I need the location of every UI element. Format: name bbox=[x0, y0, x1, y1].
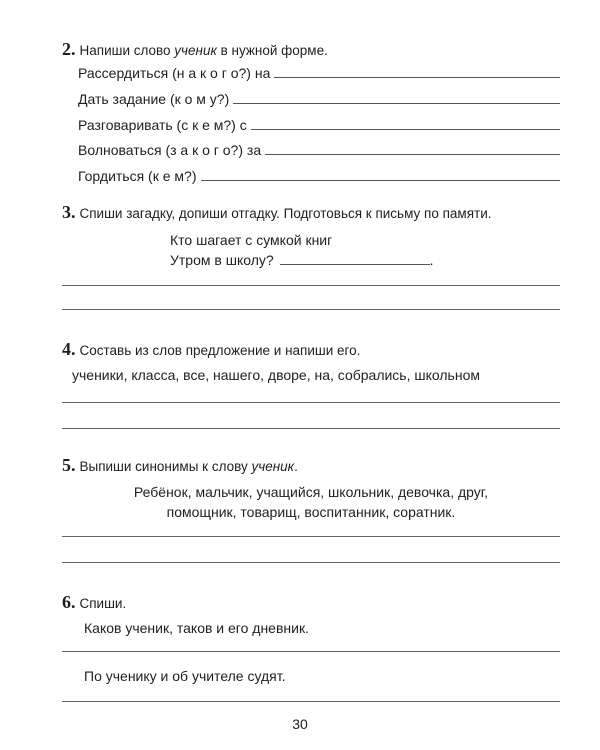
writing-line[interactable] bbox=[62, 536, 560, 537]
row-label: Волноваться (з а к о г о?) за bbox=[78, 142, 262, 158]
exercise-5-number: 5. bbox=[62, 455, 76, 475]
answer-row[interactable] bbox=[78, 167, 560, 185]
answer-row[interactable] bbox=[78, 116, 560, 134]
exercise-2-text-end: в нужной форме. bbox=[216, 43, 328, 58]
exercise-5 bbox=[62, 455, 560, 520]
exercise-2-number: 2. bbox=[62, 39, 76, 59]
writing-line[interactable] bbox=[62, 402, 560, 403]
exercise-4-number: 4. bbox=[62, 339, 76, 359]
riddle-text: Утром в школу? bbox=[170, 252, 274, 268]
answer-row[interactable] bbox=[78, 64, 560, 82]
exercise-2-heading bbox=[62, 40, 560, 60]
answer-line[interactable] bbox=[274, 65, 560, 78]
riddle-end: . bbox=[429, 252, 434, 268]
writing-line[interactable] bbox=[62, 651, 560, 652]
riddle-line-2 bbox=[170, 251, 434, 269]
exercise-6 bbox=[62, 592, 560, 684]
row-label: Разговаривать (с к е м?) с bbox=[78, 117, 247, 133]
row-label: Гордиться (к е м?) bbox=[78, 168, 197, 184]
exercise-6-heading bbox=[62, 593, 560, 613]
exercise-6-text: Спиши. bbox=[79, 596, 127, 611]
writing-line[interactable] bbox=[62, 309, 560, 310]
answer-line[interactable] bbox=[251, 117, 560, 130]
answer-row[interactable] bbox=[78, 141, 560, 159]
exercise-3-number: 3. bbox=[62, 202, 76, 222]
exercise-4-heading bbox=[62, 340, 560, 360]
exercise-5-text-end: . bbox=[294, 459, 298, 474]
exercise-5-text: Выпиши синонимы к слову bbox=[79, 459, 252, 474]
row-label: Дать задание (к о м у?) bbox=[78, 91, 230, 107]
synonyms-line-1: Ребёнок, мальчик, учащийся, школьник, девочка, друг, bbox=[133, 484, 489, 500]
page-number: 30 bbox=[292, 716, 308, 732]
synonyms-line-2: помощник, товарищ, воспитанник, соратник. bbox=[166, 504, 456, 520]
exercise-6-number: 6. bbox=[62, 592, 76, 612]
exercise-2 bbox=[62, 39, 560, 184]
exercise-3-heading bbox=[62, 203, 560, 223]
answer-line[interactable] bbox=[233, 91, 560, 104]
exercise-3 bbox=[62, 202, 560, 268]
answer-line[interactable] bbox=[265, 142, 560, 155]
writing-line[interactable] bbox=[62, 701, 560, 702]
exercise-5-heading bbox=[62, 456, 560, 476]
row-label: Рассердиться (н а к о г о?) на bbox=[78, 65, 271, 81]
exercise-4-text: Составь из слов предложение и напиши его. bbox=[79, 343, 361, 358]
riddle-line-1: Кто шагает с сумкой книг bbox=[170, 232, 333, 248]
writing-line[interactable] bbox=[62, 285, 560, 286]
riddle-answer-line[interactable] bbox=[280, 252, 430, 265]
exercise-2-text: Напиши слово bbox=[79, 43, 175, 58]
exercise-4 bbox=[62, 339, 560, 383]
answer-row[interactable] bbox=[78, 90, 560, 108]
exercise-2-keyword: ученик bbox=[174, 43, 217, 58]
exercise-3-text: Спиши загадку, допиши отгадку. Подготовься к письму по памяти. bbox=[79, 206, 492, 221]
writing-line[interactable] bbox=[62, 562, 560, 563]
proverb-1: Каков ученик, таков и его дневник. bbox=[84, 620, 309, 636]
answer-line[interactable] bbox=[201, 168, 561, 181]
writing-line[interactable] bbox=[62, 428, 560, 429]
exercise-5-keyword: ученик bbox=[251, 459, 295, 474]
proverb-2: По ученику и об учителе судят. bbox=[84, 668, 286, 684]
word-list: ученики, класса, все, нашего, дворе, на, собрались, школьном bbox=[72, 367, 480, 383]
